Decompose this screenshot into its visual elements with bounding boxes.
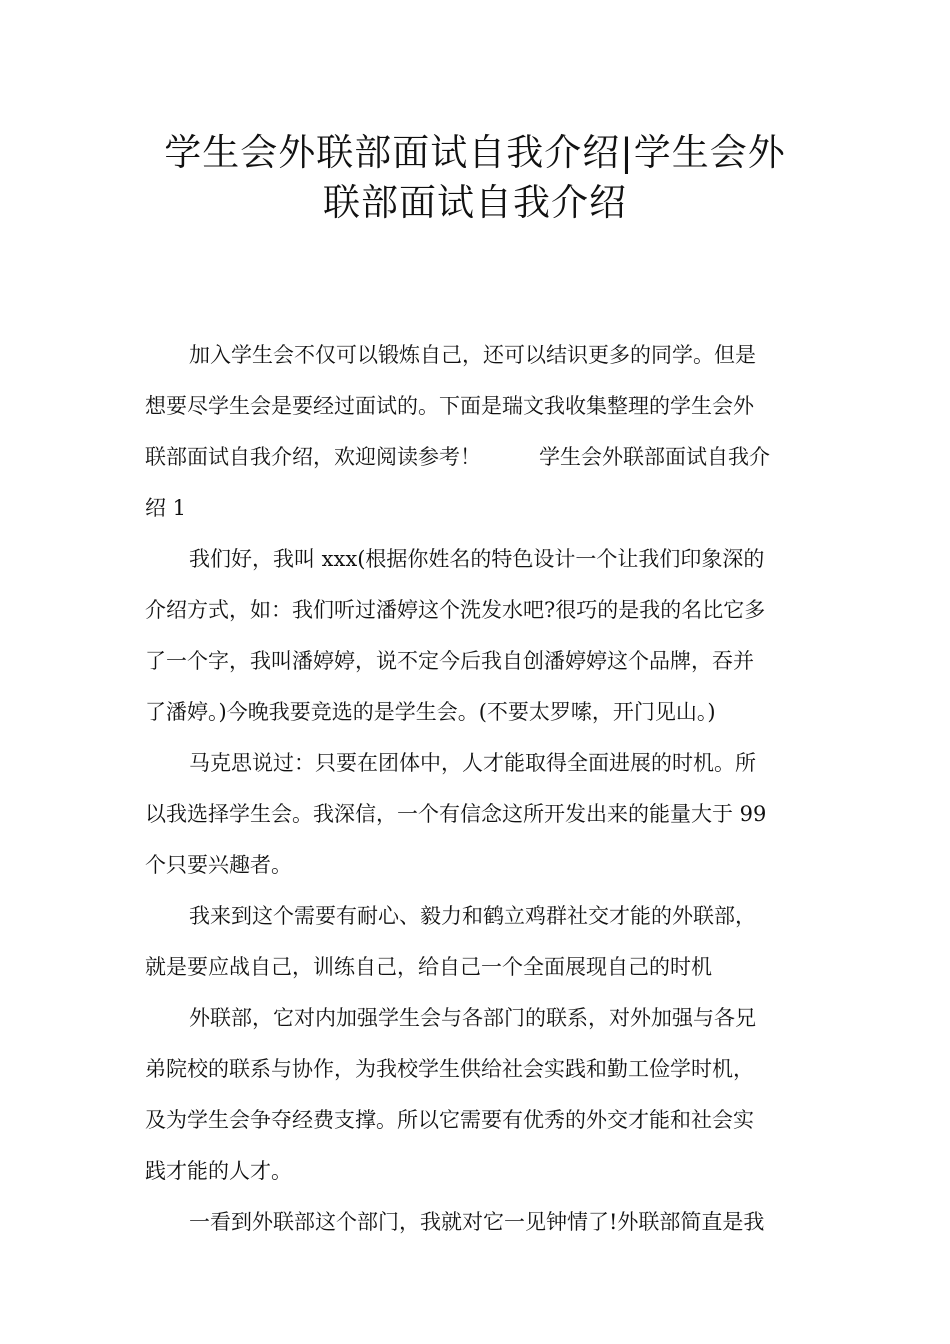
body-line: 加入学生会不仅可以锻炼自己，还可以结识更多的同学。但是 (189, 343, 756, 367)
title-line: 学生会外联部面试自我介绍|学生会外 (164, 131, 786, 174)
body-line: 绍 1 (145, 496, 187, 520)
body-line: 一看到外联部这个部门，我就对它一见钟情了!外联部简直是我 (189, 1210, 765, 1234)
body-line: 弟院校的联系与协作，为我校学生供给社会实践和勤工俭学时机， (145, 1057, 754, 1081)
body-line: 及为学生会争夺经费支撑。所以它需要有优秀的外交才能和社会实 (145, 1108, 754, 1132)
body-line: 践才能的人才。 (145, 1159, 292, 1183)
title-line: 联部面试自我介绍 (323, 181, 627, 224)
body-line: 我来到这个需要有耐心、毅力和鹤立鸡群社交才能的外联部， (189, 904, 756, 928)
body-line: 了一个字，我叫潘婷婷，说不定今后我自创潘婷婷这个品牌，吞并 (145, 649, 754, 673)
body-line: 联部面试自我介绍，欢迎阅读参考！ (145, 445, 481, 469)
section-heading: 学生会外联部面试自我介 (539, 445, 770, 469)
document-body (145, 330, 815, 1248)
body-line: 介绍方式，如：我们听过潘婷这个洗发水吧?很巧的是我的名比它多 (145, 598, 766, 622)
body-line: 马克思说过：只要在团体中，人才能取得全面进展的时机。所 (189, 751, 756, 775)
document-title (140, 128, 810, 228)
body-line: 了潘婷。)今晚我要竞选的是学生会。(不要太罗嗦，开门见山。) (145, 700, 716, 724)
body-line: 我们好，我叫 xxx(根据你姓名的特色设计一个让我们印象深的 (189, 547, 765, 571)
body-line: 以我选择学生会。我深信，一个有信念这所开发出来的能量大于 99 (145, 802, 767, 826)
body-line: 想要尽学生会是要经过面试的。下面是瑞文我收集整理的学生会外 (145, 394, 754, 418)
body-line: 个只要兴趣者。 (145, 853, 292, 877)
body-line: 外联部，它对内加强学生会与各部门的联系，对外加强与各兄 (189, 1006, 756, 1030)
body-line: 就是要应战自己，训练自己，给自己一个全面展现自己的时机 (145, 955, 712, 979)
body-line-group (145, 432, 815, 483)
